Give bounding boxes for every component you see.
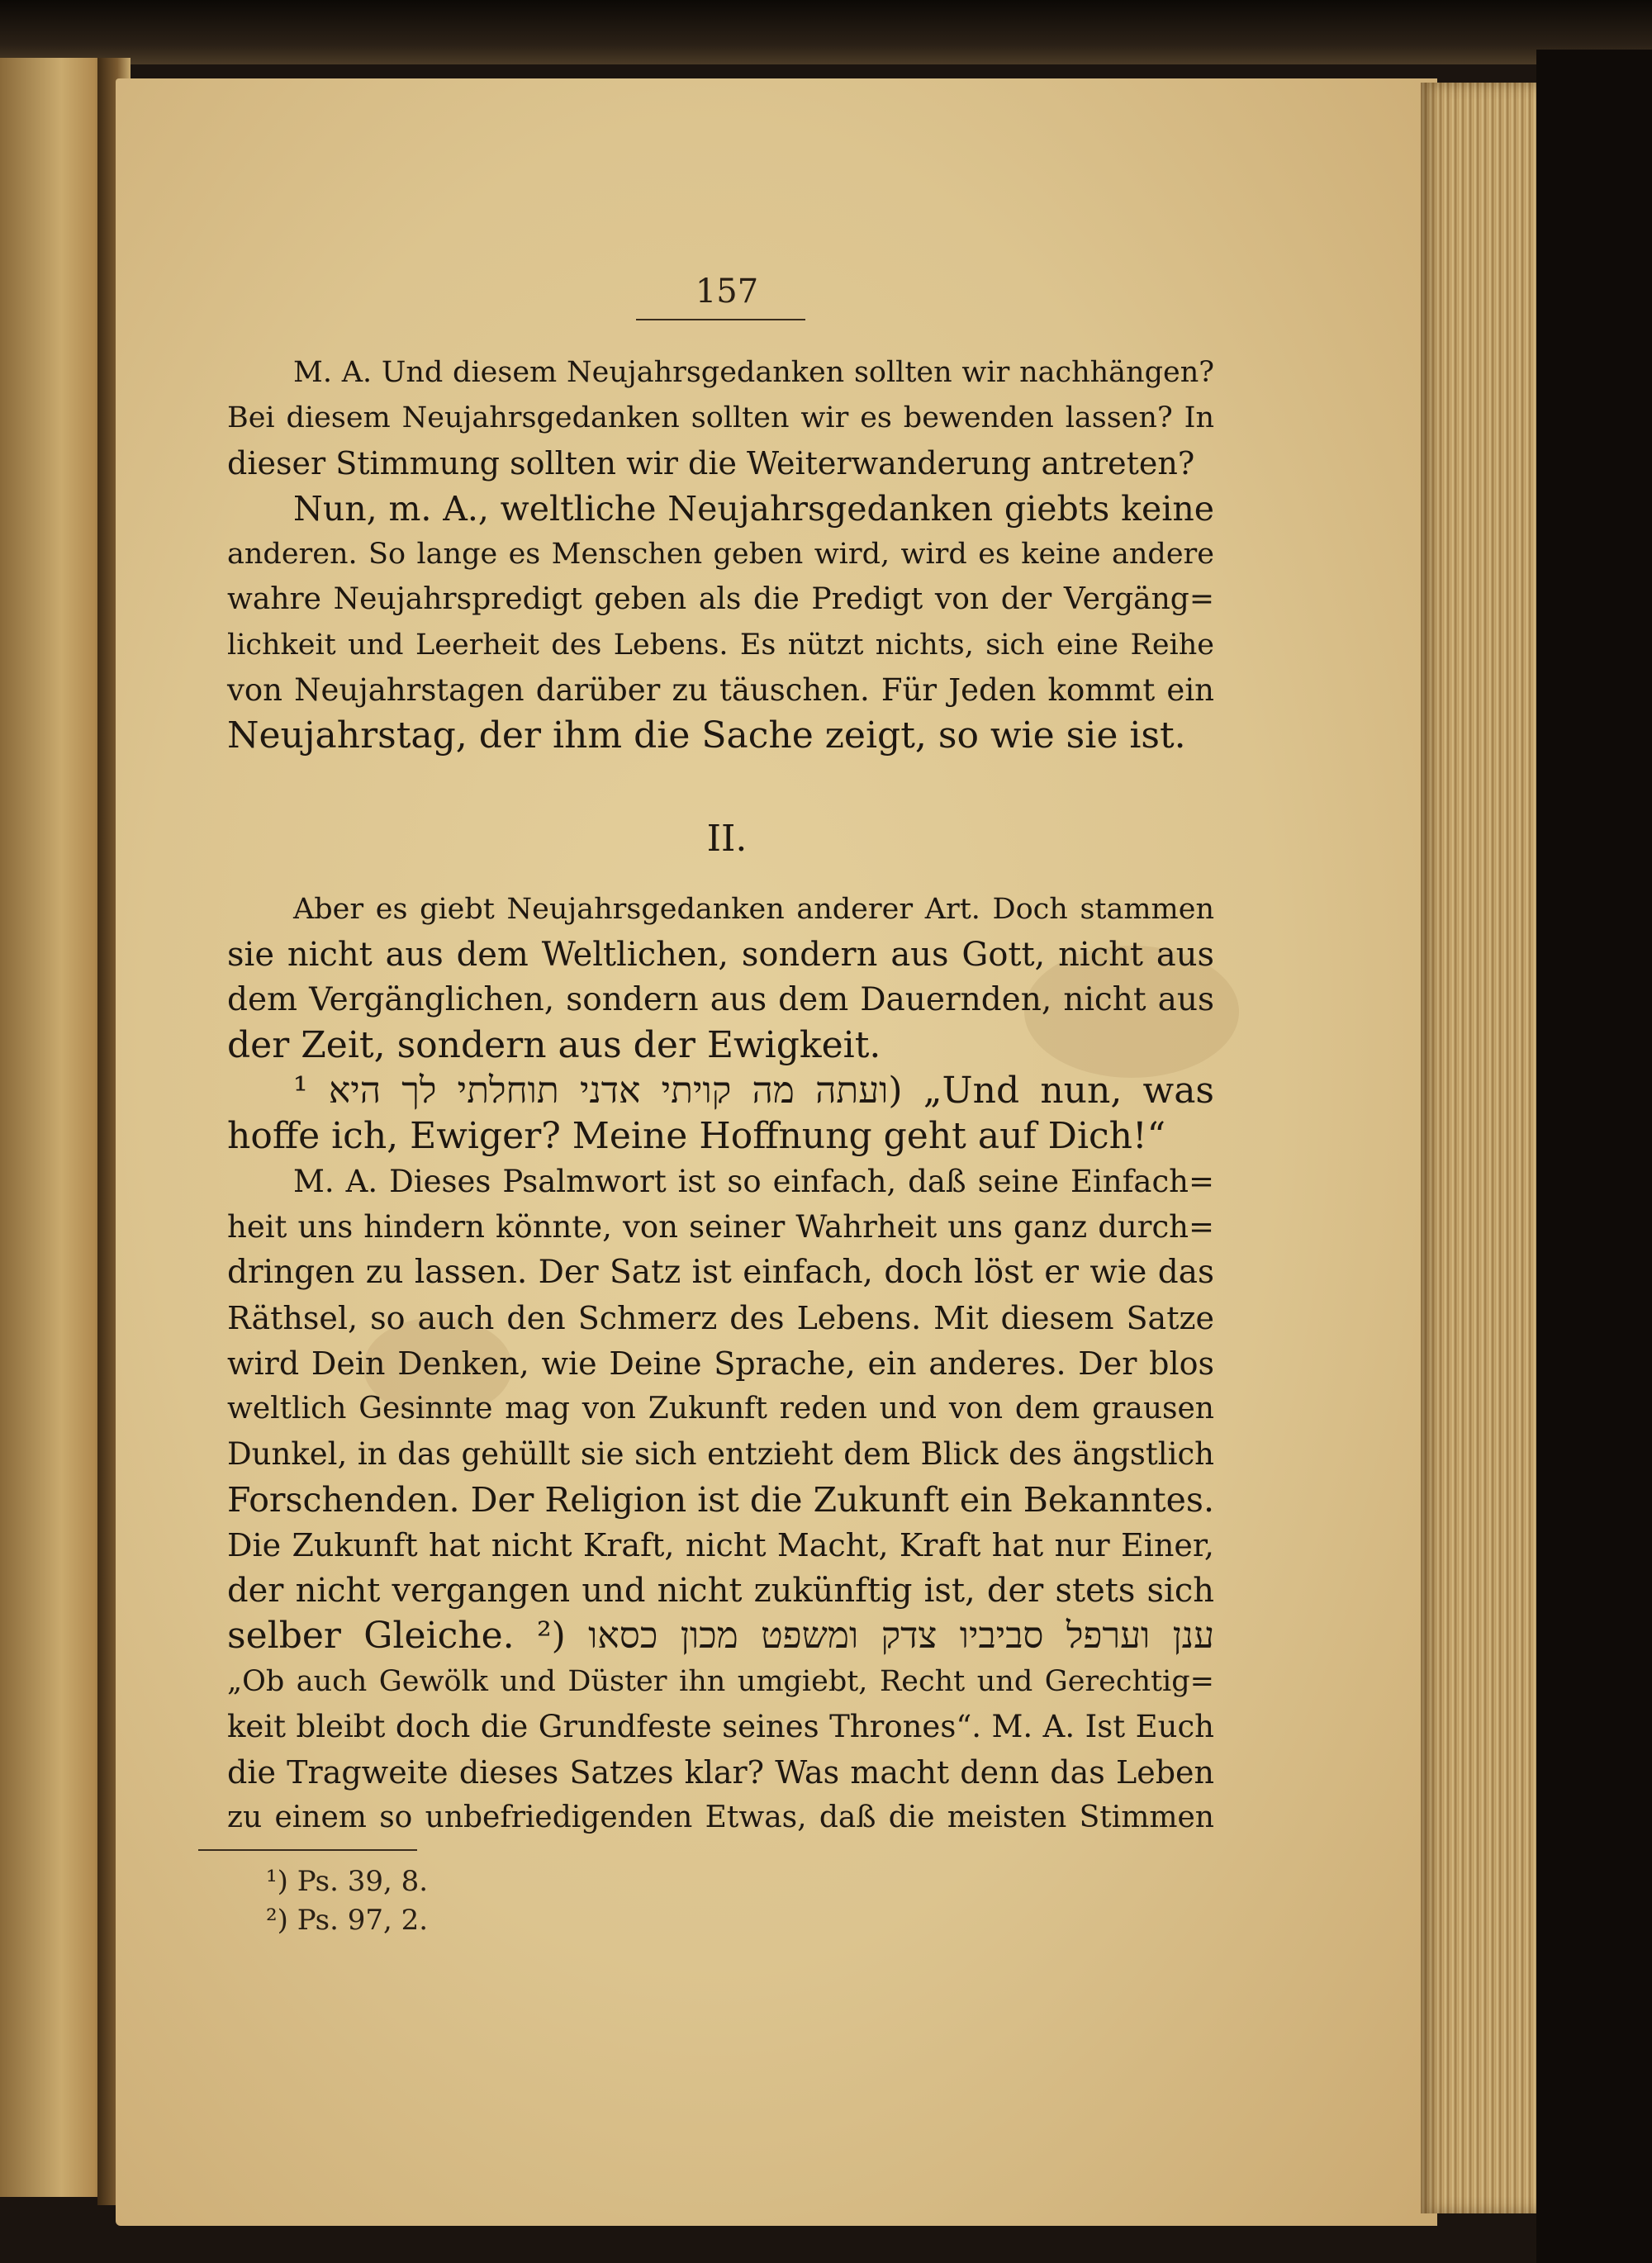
footnote-rule [198,1849,417,1851]
text-line: lichkeit und Leerheit des Lebens. Es nützt nichts, sich eine Reihe [227,629,1214,662]
text-line: der nicht vergangen und nicht zukünftig ist, der stets sich [227,1572,1214,1610]
text-line: Aber es giebt Neujahrsgedanken anderer Art. Doch stammen [293,893,1214,926]
footnote: ²) Ps. 97, 2. [266,1904,429,1937]
text-line: Die Zukunft hat nicht Kraft, nicht Macht, Kraft hat nur Einer, [227,1527,1214,1563]
text-line: Bei diesem Neujahrsgedanken sollten wir es bewenden lassen? In [227,401,1214,434]
text-line: Nun, m. A., weltliche Neujahrsgedanken giebts keine [293,489,1214,529]
text-line: Räthsel, so auch den Schmerz des Lebens. Mit diesem Satze [227,1300,1214,1336]
text-line: M. A. Und diesem Neujahrsgedanken sollten wir nachhängen? [293,356,1214,389]
hebrew-quote-line: ועתה מה קויתי אדני תוחלתי לך היא ¹) „Und nun, was [293,1070,1215,1112]
text-line: wahre Neujahrspredigt geben als die Predigt von der Vergäng= [227,582,1214,616]
left-page-edge [0,58,112,2197]
book-cover-right [1536,50,1652,2263]
text-line: Dunkel, in das gehüllt sie sich entzieht dem Blick des ängstlich [227,1436,1214,1472]
text-line: wird Dein Denken, wie Deine Sprache, ein anderes. Der blos [227,1345,1214,1382]
text-line: sie nicht aus dem Weltlichen, sondern aus Gott, nicht aus [227,936,1214,974]
text-line: keit bleibt doch die Grundfeste seines Thrones“. M. A. Ist Euch [227,1709,1214,1744]
text-line: die Tragweite dieses Satzes klar? Was macht denn das Leben [227,1754,1214,1791]
text-line: dem Vergänglichen, sondern aus dem Dauernden, nicht aus [227,981,1214,1018]
text-line: der Zeit, sondern aus der Ewigkeit. [227,1024,881,1066]
text-line: hoffe ich, Ewiger? Meine Hoffnung geht auf Dich!“ [227,1115,1166,1157]
footnote: ¹) Ps. 39, 8. [266,1865,429,1898]
text-line: heit uns hindern könnte, von seiner Wahrheit uns ganz durch= [227,1209,1214,1245]
text-line: zu einem so unbefriedigenden Etwas, daß die meisten Stimmen [227,1800,1214,1834]
text-line: Forschenden. Der Religion ist die Zukunft ein Bekanntes. [227,1480,1214,1520]
text-line: „Ob auch Gewölk und Düster ihn umgiebt, Recht und Gerechtig= [227,1665,1214,1698]
text-line: weltlich Gesinnte mag von Zukunft reden und von dem grausen [227,1392,1214,1426]
text-line: M. A. Dieses Psalmwort ist so einfach, daß seine Einfach= [293,1164,1214,1199]
page-stack-edge [1421,83,1545,2213]
hebrew-quote-line: selber Gleiche. ²) ענן וערפל סביביו צדק ומשפט מכון כסאו [227,1615,1214,1657]
text-line: dringen zu lassen. Der Satz ist einfach, doch löst er wie das [227,1254,1214,1291]
header-rule [636,319,805,320]
text-line: von Neujahrstagen darüber zu täuschen. Für Jeden kommt ein [227,672,1214,708]
section-heading: II. [706,818,748,860]
text-line: dieser Stimmung sollten wir die Weiterwanderung antreten? [227,445,1195,482]
book-cover-top [0,0,1652,64]
text-line: Neujahrstag, der ihm die Sache zeigt, so wie sie ist. [227,714,1186,757]
text-line: anderen. So lange es Menschen geben wird, wird es keine andere [227,538,1214,571]
page-number: 157 [695,273,759,311]
